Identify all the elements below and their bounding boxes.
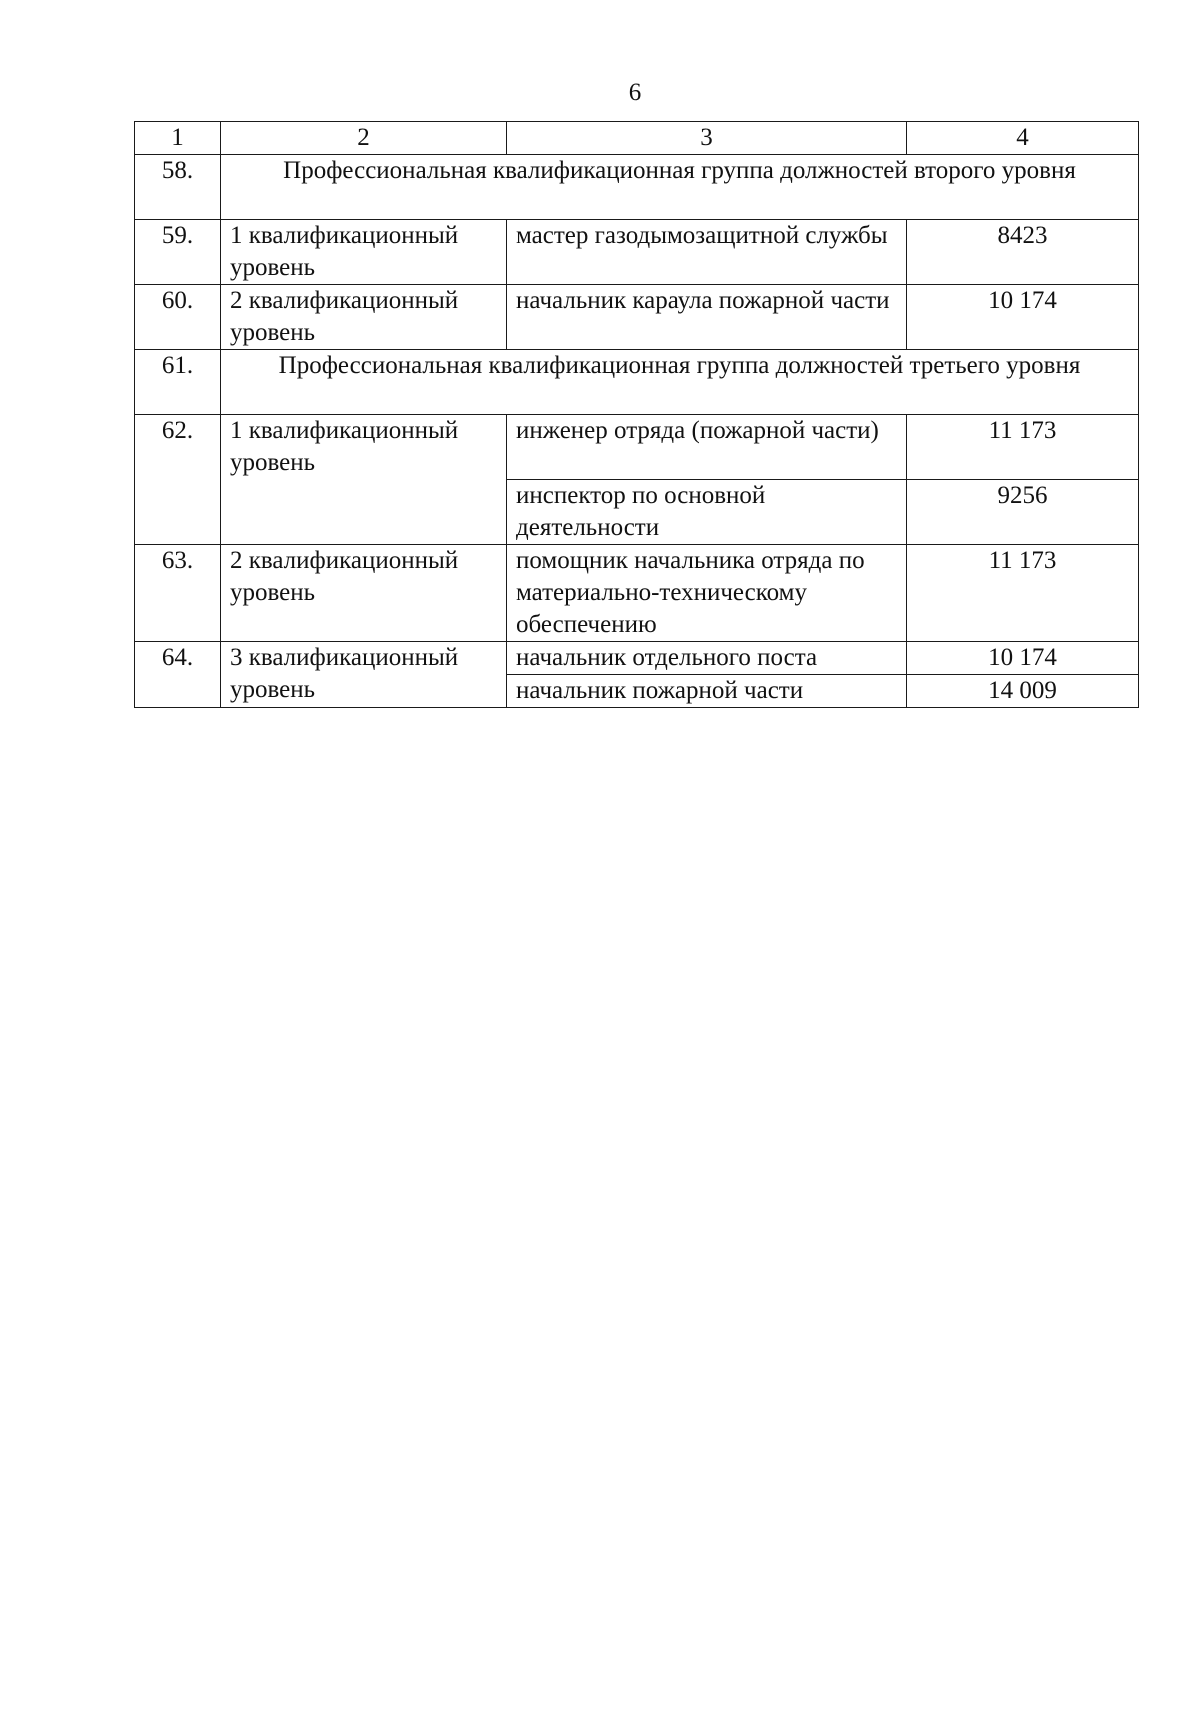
group-title: Профессиональная квалификационная группа должностей третьего уровня (221, 350, 1139, 415)
header-cell: 4 (907, 122, 1139, 155)
position-name: инженер отряда (пожарной части) (507, 415, 907, 480)
position-name: помощник начальника отряда по материально-техническому обеспечению (507, 545, 907, 642)
table-row (135, 155, 1139, 220)
header-cell: 2 (221, 122, 507, 155)
table-row (135, 220, 1139, 285)
page-number: 6 (628, 79, 642, 106)
qualification-level: 2 квалификационный уровень (221, 545, 507, 642)
position-name: начальник отдельного поста (507, 642, 907, 675)
table-row (135, 350, 1139, 415)
position-name: начальник пожарной части (507, 675, 907, 708)
table-row (135, 285, 1139, 350)
row-number: 59. (135, 220, 221, 285)
salary-value: 10 174 (907, 642, 1139, 675)
row-number: 61. (135, 350, 221, 415)
row-number: 58. (135, 155, 221, 220)
qualification-level: 3 квалификационный уровень (221, 642, 507, 708)
salary-value: 11 173 (907, 415, 1139, 480)
salary-table (134, 121, 1139, 708)
salary-value: 11 173 (907, 545, 1139, 642)
table-row (135, 545, 1139, 642)
row-number: 63. (135, 545, 221, 642)
salary-value: 8423 (907, 220, 1139, 285)
row-number: 60. (135, 285, 221, 350)
salary-value: 14 009 (907, 675, 1139, 708)
qualification-level: 1 квалификационный уровень (221, 415, 507, 545)
qualification-level: 1 квалификационный уровень (221, 220, 507, 285)
salary-value: 9256 (907, 480, 1139, 545)
header-cell: 1 (135, 122, 221, 155)
table-row (135, 415, 1139, 480)
row-number: 64. (135, 642, 221, 708)
qualification-level: 2 квалификационный уровень (221, 285, 507, 350)
row-number: 62. (135, 415, 221, 545)
header-cell: 3 (507, 122, 907, 155)
table-row (135, 642, 1139, 675)
position-name: инспектор по основной деятельности (507, 480, 907, 545)
salary-value: 10 174 (907, 285, 1139, 350)
table-header-row (135, 122, 1139, 155)
position-name: мастер газодымозащитной службы (507, 220, 907, 285)
group-title: Профессиональная квалификационная группа должностей второго уровня (221, 155, 1139, 220)
position-name: начальник караула пожарной части (507, 285, 907, 350)
